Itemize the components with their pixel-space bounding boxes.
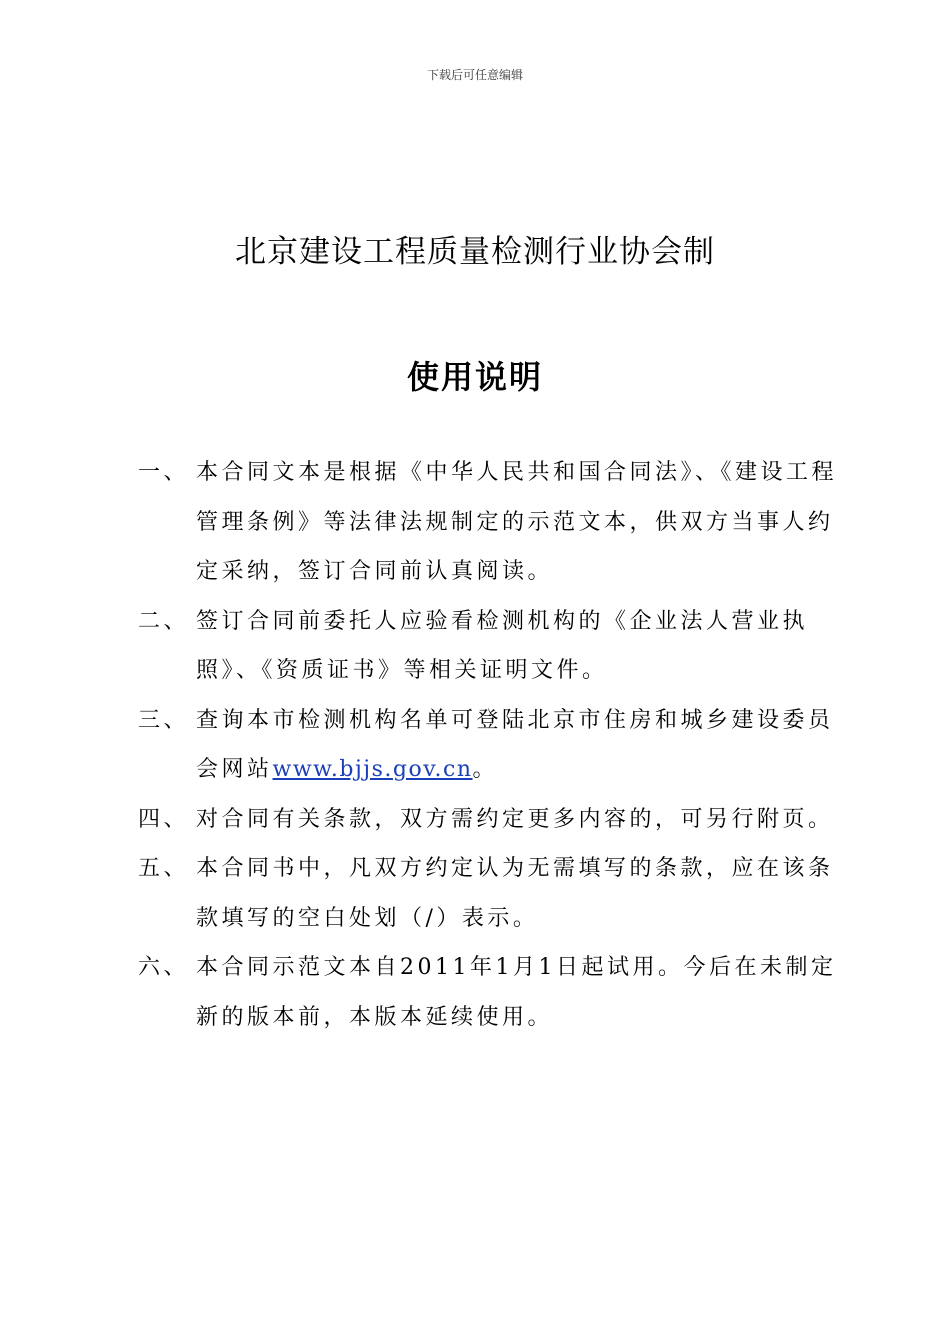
document-subtitle: 使用说明 [406, 358, 543, 396]
item-number: 二、 [138, 608, 190, 634]
document-title: 北京建设工程质量检测行业协会制 [235, 234, 715, 270]
item-number: 三、 [138, 707, 190, 733]
list-item [138, 696, 838, 795]
item-text: 本合同文本是根据《中华人民共和国合同法》、《建设工程管理条例》等法律法规制定的示范文本，供双方当事人约定采纳，签订合同前认真阅读。 [196, 460, 838, 584]
instruction-list [138, 448, 838, 1042]
list-item [138, 943, 838, 1042]
website-link[interactable]: www.bjjs.gov.cn [272, 757, 473, 782]
item-number: 六、 [138, 955, 190, 980]
header-note: 下载后可任意编辑 [426, 68, 523, 82]
item-number: 四、 [138, 806, 190, 832]
item-number: 一、 [138, 460, 190, 485]
list-item [138, 795, 838, 845]
item-text-container [196, 696, 838, 795]
item-text: 对合同有关条款，双方需约定更多内容的，可另行附页。 [196, 806, 834, 832]
item-text: 查询本市检测机构名单可登陆北京市住房和城乡建设委员会网站 [196, 707, 834, 782]
list-item [138, 448, 838, 597]
list-item [138, 844, 838, 943]
item-number: 五、 [138, 856, 190, 881]
item-text: 签订合同前委托人应验看检测机构的《企业法人营业执照》、《资质证书》等相关证明文件。 [196, 608, 809, 683]
item-text: 本合同书中，凡双方约定认为无需填写的条款，应在该条款填写的空白处划（/）表示。 [196, 856, 834, 931]
item-text: 本合同示范文本自2011年1月1日起试用。今后在未制定新的版本前，本版本延续使用。 [196, 955, 837, 1030]
list-item [138, 597, 838, 696]
item-suffix: 。 [472, 757, 499, 782]
